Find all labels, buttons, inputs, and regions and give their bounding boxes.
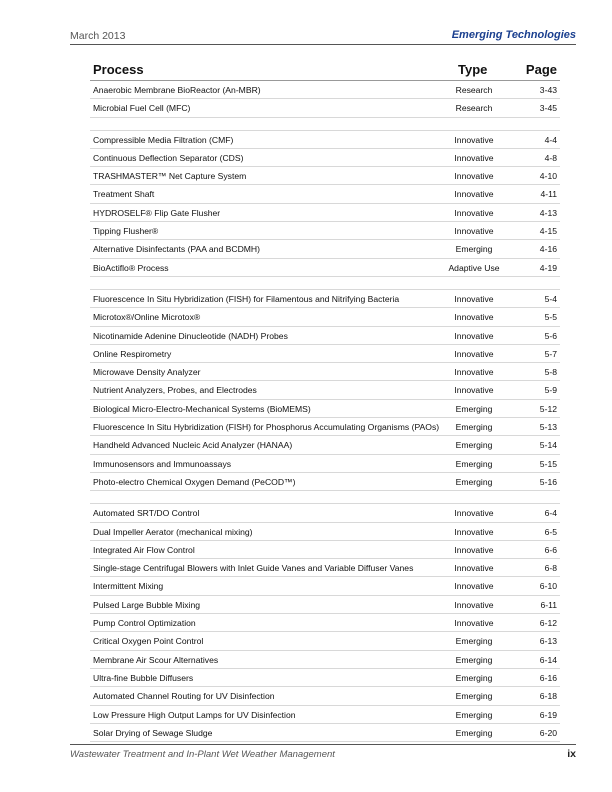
row-type: Emerging bbox=[455, 709, 493, 720]
row-type: Innovative bbox=[454, 293, 494, 304]
row-type: Innovative bbox=[454, 618, 494, 629]
row-page: 5-7 bbox=[544, 348, 557, 359]
row-process: Online Respirometry bbox=[93, 348, 172, 359]
row-process: Automated SRT/DO Control bbox=[93, 508, 200, 519]
row-process: Microtox®/Online Microtox® bbox=[93, 312, 201, 323]
row-page: 3-45 bbox=[539, 103, 557, 114]
header-section-title: Emerging Technologies bbox=[451, 29, 576, 41]
row-page: 6-19 bbox=[539, 709, 557, 720]
table-row bbox=[90, 81, 560, 99]
table-row bbox=[90, 596, 560, 614]
row-type: Emerging bbox=[455, 672, 493, 683]
row-type: Innovative bbox=[454, 348, 494, 359]
row-page: 6-20 bbox=[539, 727, 557, 738]
table-row bbox=[90, 327, 560, 345]
header-rule bbox=[70, 44, 576, 45]
row-page: 6-14 bbox=[539, 654, 557, 665]
row-process: Anaerobic Membrane BioReactor (An-MBR) bbox=[93, 85, 261, 95]
row-type: Emerging bbox=[455, 422, 493, 433]
footer-rule bbox=[70, 744, 576, 745]
table-row bbox=[90, 473, 560, 491]
row-type: Innovative bbox=[454, 312, 494, 323]
table-row bbox=[90, 436, 560, 454]
table-row bbox=[90, 185, 560, 203]
row-process: Fluorescence In Situ Hybridization (FISH) for Filamentous and Nitrifying Bacteria bbox=[93, 293, 400, 304]
table-row bbox=[90, 632, 560, 650]
row-process: BioActiflo® Process bbox=[93, 262, 169, 273]
row-process: Compressible Media Filtration (CMF) bbox=[93, 134, 234, 145]
row-type: Innovative bbox=[454, 134, 494, 145]
table-row bbox=[90, 455, 560, 473]
table-row bbox=[90, 381, 560, 399]
row-process: Continuous Deflection Separator (CDS) bbox=[93, 152, 244, 163]
row-page: 5-13 bbox=[539, 422, 557, 433]
row-type: Emerging bbox=[455, 476, 493, 487]
table-row bbox=[90, 559, 560, 577]
row-process: Critical Oxygen Point Control bbox=[93, 636, 204, 647]
row-type: Innovative bbox=[454, 226, 494, 237]
row-page: 6-13 bbox=[539, 636, 557, 647]
table-row bbox=[90, 706, 560, 724]
row-process: Biological Micro-Electro-Mechanical Systems (BioMEMS) bbox=[93, 403, 311, 414]
row-page: 5-4 bbox=[544, 293, 557, 304]
row-process: HYDROSELF® Flip Gate Flusher bbox=[93, 207, 221, 218]
row-page: 5-9 bbox=[544, 385, 557, 396]
row-page: 6-12 bbox=[539, 618, 557, 629]
row-page: 5-5 bbox=[544, 312, 557, 323]
row-page: 4-19 bbox=[539, 262, 557, 273]
row-page: 6-8 bbox=[544, 563, 557, 574]
row-page: 6-6 bbox=[544, 544, 557, 555]
row-type: Innovative bbox=[454, 171, 494, 182]
header-date: March 2013 bbox=[70, 30, 126, 42]
footer-title: Wastewater Treatment and In-Plant Wet Weather Management bbox=[70, 749, 335, 760]
row-process: Alternative Disinfectants (PAA and BCDMH) bbox=[93, 244, 261, 255]
table-header bbox=[90, 60, 560, 80]
row-type: Innovative bbox=[454, 152, 494, 163]
table-row bbox=[90, 259, 560, 277]
row-process: Pulsed Large Bubble Mixing bbox=[93, 599, 201, 610]
table-row bbox=[90, 400, 560, 418]
table-row bbox=[90, 418, 560, 436]
row-process: Tipping Flusher® bbox=[93, 226, 159, 237]
row-page: 5-14 bbox=[539, 440, 557, 451]
page-header bbox=[70, 28, 576, 44]
row-process: Automated Channel Routing for UV Disinfection bbox=[93, 691, 275, 702]
table-row bbox=[90, 363, 560, 381]
table-row bbox=[90, 541, 560, 559]
table-body bbox=[90, 81, 560, 742]
table-row bbox=[90, 523, 560, 541]
row-type: Innovative bbox=[454, 330, 494, 341]
row-page: 5-12 bbox=[539, 403, 557, 414]
process-table bbox=[90, 60, 560, 742]
row-page: 6-11 bbox=[540, 599, 557, 610]
table-row bbox=[90, 99, 560, 117]
row-page: 6-5 bbox=[544, 526, 557, 537]
row-process: TRASHMASTER™ Net Capture System bbox=[93, 171, 247, 182]
table-row bbox=[90, 149, 560, 167]
row-page: 4-13 bbox=[539, 207, 557, 218]
column-header-page: Page bbox=[525, 62, 557, 77]
row-page: 3-43 bbox=[539, 85, 557, 95]
row-type: Emerging bbox=[455, 458, 493, 469]
row-type: Research bbox=[455, 103, 493, 114]
row-page: 4-4 bbox=[544, 134, 557, 145]
row-page: 4-15 bbox=[539, 226, 557, 237]
row-type: Innovative bbox=[454, 526, 494, 537]
row-page: 6-16 bbox=[539, 672, 557, 683]
table-row bbox=[90, 345, 560, 363]
row-process: Low Pressure High Output Lamps for UV Disinfection bbox=[93, 709, 296, 720]
row-page: 4-11 bbox=[540, 189, 557, 200]
table-row bbox=[90, 687, 560, 705]
row-process: Nutrient Analyzers, Probes, and Electrodes bbox=[93, 385, 257, 396]
row-type: Innovative bbox=[454, 563, 494, 574]
table-row bbox=[90, 651, 560, 669]
row-type: Innovative bbox=[454, 385, 494, 396]
row-type: Research bbox=[455, 85, 493, 95]
table-row bbox=[90, 204, 560, 222]
row-type: Emerging bbox=[455, 727, 493, 738]
table-row bbox=[90, 131, 560, 149]
row-page: 6-18 bbox=[539, 691, 557, 702]
row-process: Dual Impeller Aerator (mechanical mixing) bbox=[93, 526, 253, 537]
group-separator bbox=[90, 491, 560, 504]
row-process: Treatment Shaft bbox=[93, 189, 155, 200]
row-process: Pump Control Optimization bbox=[93, 618, 196, 629]
table-row bbox=[90, 222, 560, 240]
table-row bbox=[90, 577, 560, 595]
row-process: Microbial Fuel Cell (MFC) bbox=[93, 103, 191, 114]
row-type: Emerging bbox=[455, 636, 493, 647]
row-process: Nicotinamide Adenine Dinucleotide (NADH) Probes bbox=[93, 330, 288, 341]
row-type: Innovative bbox=[454, 599, 494, 610]
row-process: Single-stage Centrifugal Blowers with Inlet Guide Vanes and Variable Diffuser Vanes bbox=[93, 563, 414, 574]
row-page: 4-16 bbox=[539, 244, 557, 255]
column-header-type: Type bbox=[458, 62, 488, 77]
table-row bbox=[90, 240, 560, 258]
row-type: Emerging bbox=[455, 440, 493, 451]
row-page: 6-10 bbox=[539, 581, 557, 592]
group-separator bbox=[90, 277, 560, 290]
row-process: Immunosensors and Immunoassays bbox=[93, 458, 232, 469]
row-page: 4-8 bbox=[544, 152, 557, 163]
row-process: Microwave Density Analyzer bbox=[93, 367, 201, 378]
table-row bbox=[90, 504, 560, 522]
row-page: 5-8 bbox=[544, 367, 557, 378]
table-row bbox=[90, 669, 560, 687]
group-separator bbox=[90, 118, 560, 131]
row-page: 6-4 bbox=[544, 508, 557, 519]
footer-page-number: ix bbox=[567, 748, 576, 760]
row-type: Emerging bbox=[455, 403, 493, 414]
row-process: Integrated Air Flow Control bbox=[93, 544, 195, 555]
row-type: Innovative bbox=[454, 581, 494, 592]
row-page: 5-6 bbox=[544, 330, 557, 341]
row-type: Emerging bbox=[455, 654, 493, 665]
row-type: Innovative bbox=[454, 367, 494, 378]
row-type: Adaptive Use bbox=[448, 262, 500, 273]
row-process: Intermittent Mixing bbox=[93, 581, 164, 592]
table-row bbox=[90, 614, 560, 632]
row-process: Solar Drying of Sewage Sludge bbox=[93, 727, 213, 738]
row-type: Innovative bbox=[454, 207, 494, 218]
row-type: Innovative bbox=[454, 189, 494, 200]
column-header-process: Process bbox=[93, 62, 144, 77]
row-type: Innovative bbox=[454, 544, 494, 555]
row-page: 5-15 bbox=[539, 458, 557, 469]
row-process: Fluorescence In Situ Hybridization (FISH) for Phosphorus Accumulating Organisms (PAOs) bbox=[93, 422, 440, 433]
row-process: Handheld Advanced Nucleic Acid Analyzer (HANAA) bbox=[93, 440, 293, 451]
table-row bbox=[90, 724, 560, 742]
row-page: 4-10 bbox=[539, 171, 557, 182]
row-type: Emerging bbox=[455, 244, 493, 255]
table-row bbox=[90, 308, 560, 326]
row-process: Membrane Air Scour Alternatives bbox=[93, 654, 219, 665]
table-row bbox=[90, 167, 560, 185]
row-process: Photo-electro Chemical Oxygen Demand (PeCOD™) bbox=[93, 476, 296, 487]
row-type: Innovative bbox=[454, 508, 494, 519]
row-process: Ultra-fine Bubble Diffusers bbox=[93, 672, 194, 683]
row-type: Emerging bbox=[455, 691, 493, 702]
row-page: 5-16 bbox=[539, 476, 557, 487]
table-row bbox=[90, 290, 560, 308]
